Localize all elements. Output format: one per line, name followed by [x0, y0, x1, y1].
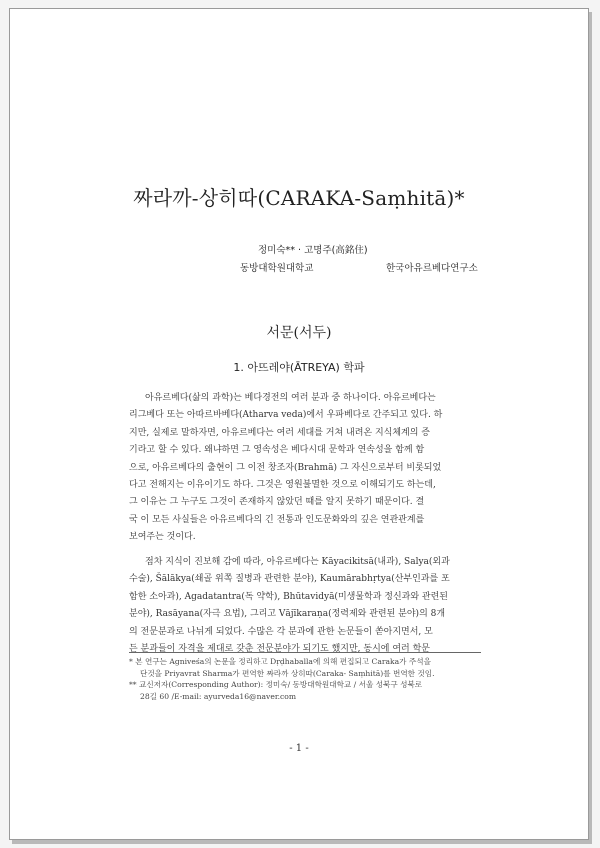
page-number: - 1 -: [289, 743, 309, 754]
paragraph-line: 함한 소아과), Agadatantra(독 약학), Bhūtavidyā(미생물학과 정신과와 관련된: [129, 591, 448, 602]
footnote-line: 28길 60 /E-mail: ayurveda16@naver.com: [140, 691, 297, 701]
section-heading: 서문(서두): [266, 325, 332, 341]
paragraph-line: 국 이 모든 사실들은 아유르베다의 긴 전통과 인도문화와의 깊은 연관관계를: [129, 514, 425, 525]
footnote-divider: [129, 652, 481, 653]
paragraph-line: 지만, 실제로 말하자면, 아유르베다는 여러 세대를 거쳐 내려온 지식체계의 증: [129, 427, 430, 438]
body-paragraph-1: [129, 390, 481, 547]
paragraph-line: 점차 지식이 진보해 감에 따라, 아유르베다는 Kāyacikitsā(내과), Salya(외과: [145, 557, 450, 567]
paragraph-line: 분야), Rasāyana(자극 요법), 그리고 Vājīkaraṇa(정력제와 관련된 분야)의 8개: [129, 609, 446, 620]
affiliation-institute: 한국아유르베다연구소: [386, 263, 478, 274]
footnote-line: * 본 연구는 Agniveśa의 논문을 정리하고 Dṛḍhaballa에 의해 편집되고 Caraka가 주석을: [129, 657, 431, 666]
subsection-heading: 1. 아뜨레야(ĀTREYA) 학파: [233, 361, 365, 374]
paragraph-line: 그 이유는 그 누구도 그것이 존재하지 않았던 때를 알지 못하기 때문이다. 결: [129, 497, 425, 508]
footnote-line: 단것을 Priyavrat Sharma가 편역한 짜라까 상히따(Caraka- Saṃhitā)를 번역한 것임.: [140, 668, 435, 678]
body-paragraph-2: [129, 554, 481, 658]
paragraph-line: 기라고 할 수 있다. 왜냐하면 그 영속성은 베다시대 문학과 연속성을 함께 함: [129, 445, 425, 456]
paragraph-line: 다고 전해지는 이유이기도 하다. 그것은 영원불멸한 것으로 이해되기도 하는데,: [129, 480, 436, 491]
footnote-corresponding-author: [129, 679, 483, 702]
footnote-funding: [129, 656, 483, 679]
paragraph-line: 수술), Šālākya(쇄골 위쪽 질병과 관련한 분야), Kaumārabhṛtya(산부인과를 포: [129, 574, 450, 585]
paragraph-line: 아유르베다(삶의 과학)는 베다경전의 여러 분과 중 하나이다. 아유르베다는: [145, 393, 436, 403]
document-page: [9, 8, 589, 840]
paper-title: 짜라까-상히따(CARAKA-Saṃhitā)*: [133, 186, 465, 210]
author-names: 정미숙** · 고명주(高銘住): [258, 245, 368, 256]
paragraph-line: 으로, 아유르베다의 출현이 그 이전 창조자(Brahmā) 그 자신으로부터 비롯되었: [129, 462, 442, 473]
paragraph-line: 리그베다 또는 아따르바베다(Atharva veda)에서 우파베다로 간주되고 있다. 하: [129, 410, 443, 421]
affiliation-university: 동방대학원대학교: [240, 263, 314, 274]
paragraph-line: 보여주는 것이다.: [129, 532, 196, 543]
paragraph-line: 든 분과들이 자격을 제대로 갖춘 전문분야가 되기도 했지만, 동시에 여러 학문: [129, 644, 430, 655]
footnotes: [129, 656, 483, 702]
footnote-line: ** 교신저자(Corresponding Author): 정미숙/ 동방대학원대학교 / 서울 성북구 성북로: [129, 680, 423, 690]
paragraph-line: 의 전문분과로 나뉘게 되었다. 수많은 각 분과에 관한 논문들이 쏟아지면서, 모: [129, 626, 433, 637]
